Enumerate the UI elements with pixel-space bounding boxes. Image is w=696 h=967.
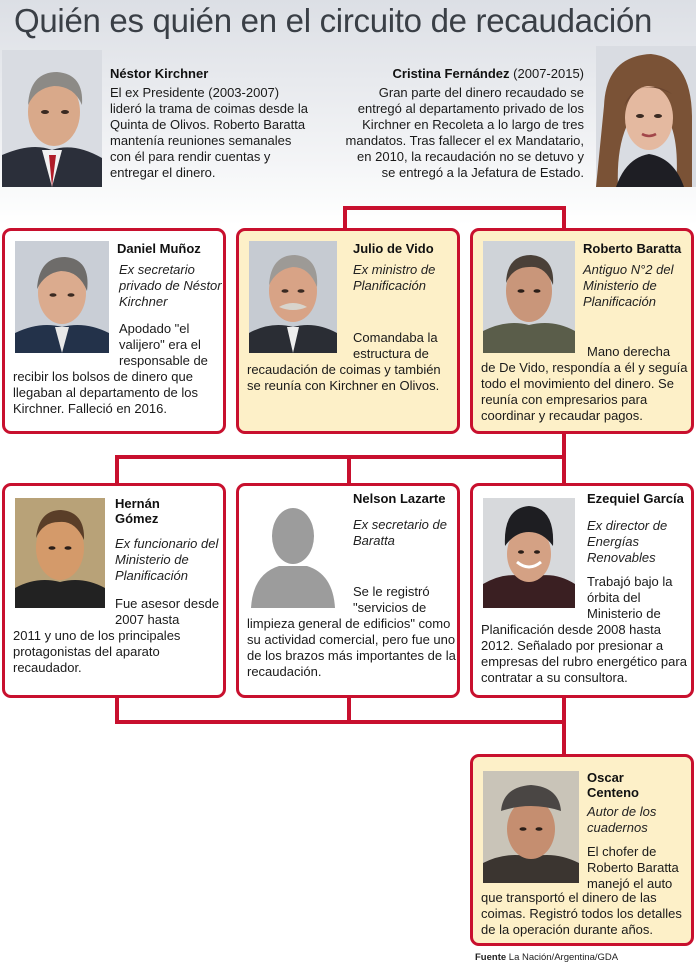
cristina-description: Gran parte del dinero recaudado se entregó al departamento privado de los Kirchner en Recoleta a lo largo de tres mandatos. Tras fallecer el ex Mandatario, en 2010, la recaudación no se detuvo y se entregó a la Jefatura de Estado. [345, 85, 584, 180]
garcia-desc-side: Trabajó bajo la órbita del Ministerio de [587, 574, 673, 621]
centeno-photo [483, 771, 579, 883]
page-title: Quién es quién en el circuito de recaudación [14, 2, 653, 39]
connector-line [115, 455, 119, 485]
baratta-name: Roberto Baratta [583, 241, 682, 256]
cristina-name: Cristina Fernández [392, 66, 510, 81]
card-roberto-baratta [470, 228, 694, 434]
baratta-desc-full: de De Vido, respondía a él y seguía todo el movimiento del dinero. Se reunía con empresarios para coordinar y recaudar pagos. [481, 360, 688, 423]
connector-line [562, 696, 566, 756]
card-hernan-gomez [2, 483, 226, 698]
gomez-name: Hernán Gómez [115, 496, 160, 526]
garcia-desc-full: Planificación desde 2008 hasta 2012. Señalado por presionar a empresas del rubro energético para contratar a su consultora. [481, 622, 687, 685]
devido-desc-side: Comandaba la estructura de [353, 330, 438, 361]
silhouette-placeholder-icon [249, 504, 337, 608]
connector-line [343, 206, 347, 230]
source-label: Fuente [475, 952, 507, 963]
card-ezequiel-garcia [470, 483, 694, 698]
lazarte-name: Nelson Lazarte [353, 491, 446, 506]
connector-line [115, 455, 566, 459]
munoz-name: Daniel Muñoz [117, 241, 201, 256]
munoz-role: Ex secretario privado de Néstor Kirchner [119, 262, 222, 309]
devido-desc-full: recaudación de coimas y también se reunía con Kirchner en Olivos. [247, 362, 441, 393]
garcia-name: Ezequiel García [587, 491, 684, 506]
kirchner-name: Néstor Kirchner [110, 66, 209, 81]
garcia-photo [483, 498, 575, 608]
connector-line [343, 206, 566, 210]
gomez-desc-full: 2011 y uno de los principales protagonistas del aparato recaudador. [13, 628, 181, 675]
centeno-desc-side: El chofer de Roberto Baratta manejó el auto [587, 844, 679, 891]
card-julio-de-vido [236, 228, 460, 434]
connector-line [562, 206, 566, 230]
devido-role: Ex ministro de Planificación [353, 262, 436, 293]
gomez-photo [15, 498, 105, 608]
lazarte-desc-full: limpieza general de edificios" como su actividad comercial, pero fue uno de los brazos más importantes de la recaudación. [247, 616, 456, 679]
devido-photo [249, 241, 337, 353]
card-nelson-lazarte [236, 483, 460, 698]
lazarte-role: Ex secretario de Baratta [353, 517, 447, 548]
baratta-role: Antiguo N°2 del Ministerio de Planificación [583, 262, 674, 309]
gomez-desc-side: Fue asesor desde 2007 hasta [115, 596, 220, 627]
cristina-block [340, 66, 584, 181]
centeno-role: Autor de los cuadernos [587, 804, 657, 835]
kirchner-photo [2, 50, 102, 187]
cristina-photo [596, 46, 696, 187]
munoz-desc-full: recibir los bolsos de dinero que llegaban al departamento de los Kirchner. Falleció en 2016. [13, 369, 199, 416]
kirchner-block [110, 66, 310, 181]
munoz-photo [15, 241, 109, 353]
baratta-photo [483, 241, 575, 353]
centeno-name: Oscar Centeno [587, 770, 639, 800]
card-daniel-munoz [2, 228, 226, 434]
card-oscar-centeno [470, 754, 694, 946]
gomez-role: Ex funcionario del Ministerio de Planificación [115, 536, 219, 583]
devido-name: Julio de Vido [353, 241, 434, 256]
munoz-desc-side: Apodado "el valijero" era el responsable de [119, 321, 208, 368]
connector-line [347, 455, 351, 485]
lazarte-desc-side: Se le registró "servicios de [353, 584, 430, 615]
cristina-years: (2007-2015) [513, 66, 584, 81]
source-text: La Nación/Argentina/GDA [508, 952, 619, 963]
connector-line [115, 720, 566, 724]
connector-line [562, 432, 566, 485]
centeno-desc-full: que transportó el dinero de las coimas. Registró todos los detalles de la operación durante años. [481, 890, 682, 937]
kirchner-description: El ex Presidente (2003-2007) lideró la trama de coimas desde la Quinta de Olivos. Roberto Baratta mantenía reuniones semanales con él para rendir cuentas y entregar el dinero. [110, 85, 308, 180]
source-credit [475, 952, 618, 963]
lazarte-photo [249, 504, 337, 608]
baratta-desc-side: Mano derecha [587, 344, 671, 359]
garcia-role: Ex director de Energías Renovables [587, 518, 668, 565]
